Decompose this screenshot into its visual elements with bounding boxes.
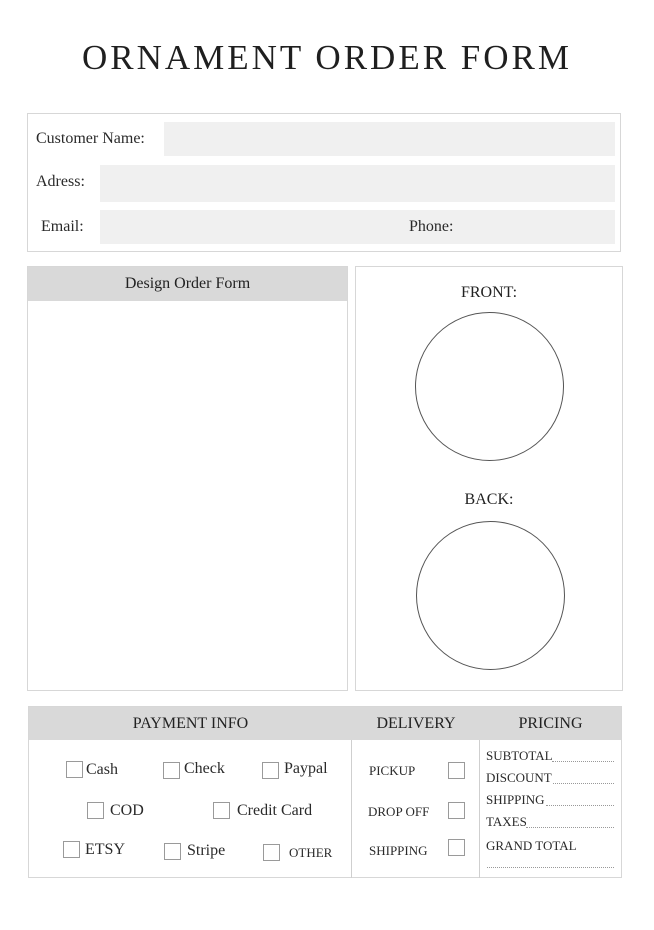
etsy-label: ETSY xyxy=(85,841,125,858)
payment-info-header: PAYMENT INFO xyxy=(132,715,249,732)
paypal-checkbox[interactable] xyxy=(262,762,279,779)
cod-label: COD xyxy=(110,802,144,819)
shipping-price-label: SHIPPING xyxy=(486,792,545,807)
pickup-checkbox[interactable] xyxy=(448,762,465,779)
drop-off-checkbox[interactable] xyxy=(448,802,465,819)
taxes-label: TAXES xyxy=(486,814,527,829)
pickup-label: PICKUP xyxy=(369,763,416,778)
stripe-label: Stripe xyxy=(187,842,226,859)
design-area[interactable] xyxy=(28,301,347,690)
divider-payment-delivery xyxy=(351,740,352,878)
cash-checkbox[interactable] xyxy=(66,761,83,778)
discount-label: DISCOUNT xyxy=(486,770,552,785)
credit-card-checkbox[interactable] xyxy=(213,802,230,819)
shipping-checkbox[interactable] xyxy=(448,839,465,856)
payment-delivery-pricing-section xyxy=(28,706,622,878)
pricing-header: PRICING xyxy=(518,715,583,732)
cod-checkbox[interactable] xyxy=(87,802,104,819)
form-title: ORNAMENT ORDER FORM xyxy=(81,38,573,77)
customer-name-label: Customer Name: xyxy=(36,130,145,147)
shipping-delivery-label: SHIPPING xyxy=(369,843,428,858)
subtotal-line[interactable] xyxy=(552,761,614,762)
back-circle[interactable] xyxy=(416,521,565,670)
discount-line[interactable] xyxy=(553,783,614,784)
check-checkbox[interactable] xyxy=(163,762,180,779)
shipping-price-line[interactable] xyxy=(546,805,614,806)
back-label: BACK: xyxy=(464,491,514,508)
front-label: FRONT: xyxy=(460,284,518,301)
customer-name-field[interactable] xyxy=(164,122,615,156)
other-checkbox[interactable] xyxy=(263,844,280,861)
divider-delivery-pricing xyxy=(479,740,480,878)
delivery-header: DELIVERY xyxy=(376,715,456,732)
address-label: Adress: xyxy=(36,173,85,190)
paypal-label: Paypal xyxy=(284,760,328,777)
phone-label: Phone: xyxy=(409,218,454,235)
grand-total-line[interactable] xyxy=(487,867,614,868)
email-phone-field[interactable] xyxy=(100,210,615,244)
design-order-header: Design Order Form xyxy=(28,267,347,301)
customer-info-section xyxy=(27,113,621,252)
design-order-panel xyxy=(27,266,348,691)
grand-total-label: GRAND TOTAL xyxy=(486,838,577,853)
drop-off-label: DROP OFF xyxy=(368,804,430,819)
taxes-line[interactable] xyxy=(526,827,614,828)
credit-card-label: Credit Card xyxy=(237,802,313,819)
front-circle[interactable] xyxy=(415,312,564,461)
stripe-checkbox[interactable] xyxy=(164,843,181,860)
other-label: OTHER xyxy=(289,845,333,860)
etsy-checkbox[interactable] xyxy=(63,841,80,858)
check-label: Check xyxy=(184,760,225,777)
subtotal-label: SUBTOTAL xyxy=(486,748,553,763)
cash-label: Cash xyxy=(86,761,118,778)
ornament-preview-panel xyxy=(355,266,623,691)
address-field[interactable] xyxy=(100,165,615,202)
email-label: Email: xyxy=(41,218,84,235)
